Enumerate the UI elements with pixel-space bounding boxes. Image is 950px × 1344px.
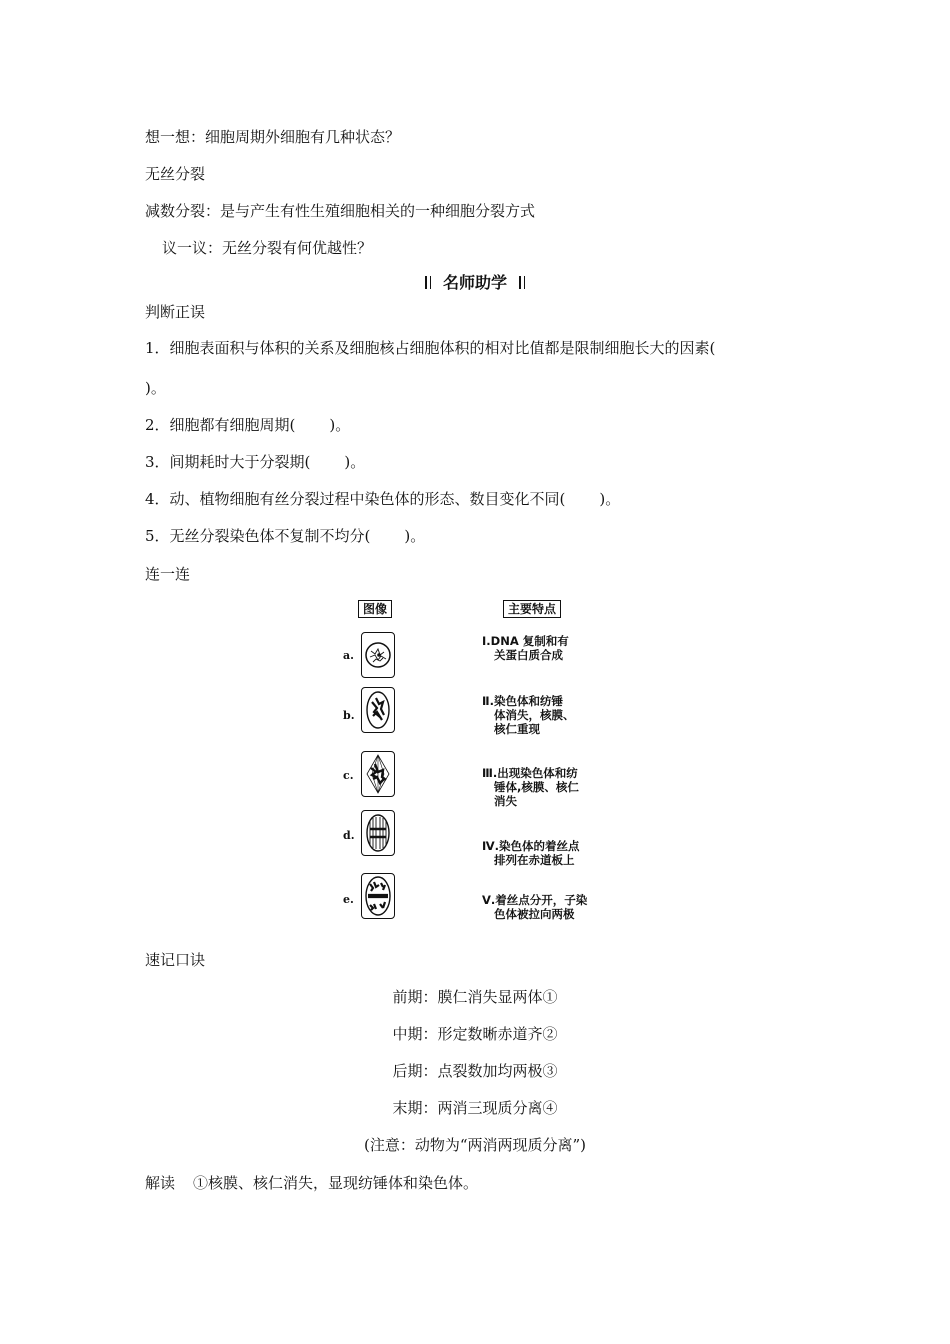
feature-3: Ⅲ.出现染色体和纺 锤体,核膜、核仁 消失 — [482, 766, 579, 808]
judge-item-2 — [145, 415, 350, 435]
mnemonic-note: (注意：动物为“两消两现质分离”) — [363, 1136, 587, 1154]
anaphase-cell-image — [361, 810, 395, 856]
feature-2: Ⅱ.染色体和纺锤 体消失，核膜、 核仁重现 — [482, 694, 575, 736]
judge-item-1-end: )。 — [145, 379, 166, 397]
meiosis-definition: 减数分裂：是与产生有性生殖细胞相关的一种细胞分裂方式 — [145, 202, 536, 220]
judge-title: 判断正误 — [145, 303, 206, 321]
cell-label-d: d. — [343, 829, 355, 842]
judge-item-2-text: 2．细胞都有细胞周期( — [145, 416, 296, 434]
prophase-cell-image — [361, 751, 395, 797]
section-heading — [0, 273, 950, 293]
section-heading-text: 名师助学 — [442, 273, 507, 292]
cell-label-c: c. — [343, 769, 354, 782]
judge-item-5-close: )。 — [404, 527, 426, 545]
mnemonic-line-prophase: 前期：膜仁消失显两体① — [392, 988, 558, 1006]
feature-5: Ⅴ.着丝点分开，子染 色体被拉向两极 — [482, 893, 588, 921]
feature-4: Ⅳ.染色体的着丝点 排列在赤道板上 — [482, 839, 580, 867]
interphase-cell-image — [361, 632, 395, 678]
judge-item-4 — [145, 489, 620, 509]
mnemonic-line-anaphase: 后期：点裂数加均两极③ — [392, 1062, 558, 1080]
judge-item-4-text: 4．动、植物细胞有丝分裂过程中染色体的形态、数目变化不同( — [145, 490, 566, 508]
mnemonic-title: 速记口诀 — [145, 951, 206, 969]
judge-item-2-close: )。 — [329, 416, 351, 434]
image-column-header: 图像 — [358, 600, 392, 618]
interpretation-text: ①核膜、核仁消失，显现纺锤体和染色体。 — [193, 1174, 479, 1192]
judge-item-3 — [145, 452, 365, 472]
interpretation-label: 解读 — [145, 1174, 176, 1192]
heading-bar-right — [519, 276, 525, 289]
judge-item-5-text: 5．无丝分裂染色体不复制不均分( — [145, 527, 371, 545]
cell-label-b: b. — [343, 709, 355, 722]
mnemonic-line-telophase: 末期：两消三现质分离④ — [392, 1099, 558, 1117]
judge-item-3-close: )。 — [344, 453, 366, 471]
feature-1: Ⅰ.DNA 复制和有 关蛋白质合成 — [482, 634, 569, 662]
interpretation — [145, 1173, 478, 1193]
metaphase-cell-image — [361, 873, 395, 919]
feature-column-header: 主要特点 — [503, 600, 561, 618]
judge-item-1: 1．细胞表面积与体积的关系及细胞核占细胞体积的相对比值都是限制细胞长大的因素( — [145, 339, 716, 357]
amitosis-heading: 无丝分裂 — [145, 165, 206, 183]
matching-figure — [330, 596, 620, 936]
cell-label-a: a. — [343, 649, 354, 662]
mnemonic-line-metaphase: 中期：形定数晰赤道齐② — [392, 1025, 558, 1043]
judge-item-3-text: 3．间期耗时大于分裂期( — [145, 453, 311, 471]
think-question: 想一想：细胞周期外细胞有几种状态？ — [145, 128, 401, 146]
judge-item-4-close: )。 — [599, 490, 621, 508]
judge-item-5 — [145, 526, 425, 546]
match-title: 连一连 — [145, 565, 191, 583]
cell-label-e: e. — [343, 893, 354, 906]
heading-bar-left — [425, 276, 431, 289]
discuss-question: 议一议：无丝分裂有何优越性？ — [162, 239, 373, 257]
telophase-cell-image — [361, 687, 395, 733]
